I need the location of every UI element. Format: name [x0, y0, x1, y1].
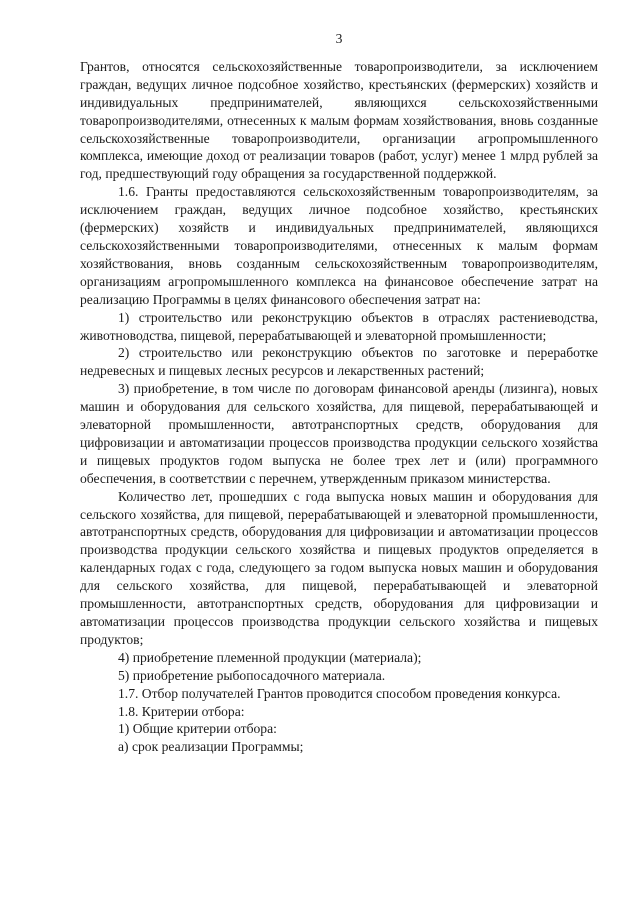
paragraph-years-count: Количество лет, прошедших с года выпуска новых машин и оборудования для сельского хозяйства, для пищевой, перерабатывающей и элеваторной промышленности, автотранспортных средств, оборудования для цифровизации и автоматизации процессов производства продукции сельского хозяйства и пищевых продуктов определяется в календарных годах с года, следующего за годом выпуска новых машин и оборудования для сельского хозяйства, для пищевой, перерабатывающей и элеваторной промышленности, автотранспортных средств, оборудования для цифровизации и автоматизации процессов производства продукции сельского хозяйства и пищевых продуктов;: [80, 488, 598, 647]
paragraph-1-7: 1.7. Отбор получателей Грантов проводится способом проведения конкурса.: [118, 685, 561, 701]
list-item-1: 1) строительство или реконструкцию объектов в отраслях растениеводства, животноводства, пищевой, перерабатывающей и элеваторной промышленности;: [80, 309, 598, 343]
list-item-5: 5) приобретение рыбопосадочного материала.: [118, 667, 386, 683]
paragraph-1-6: 1.6. Гранты предоставляются сельскохозяйственным товаропроизводителям, за исключением граждан, ведущих личное подсобное хозяйство, крестьянских (фермерских) хозяйств и индивидуальных предпринимателей, являющихся сельскохозяйственными товаропроизводителями, отнесенных к малым формам хозяйствования, вновь созданным сельскохозяйственным товаропроизводителям, организациям агропромышленного комплекса на финансовое обеспечение затрат на реализацию Программы в целях финансового обеспечения затрат на:: [80, 184, 598, 307]
list-item-2: 2) строительство или реконструкцию объектов по заготовке и переработке недревесных и пищевых лесных ресурсов и лекарственных растений;: [80, 345, 598, 379]
paragraph-1-8: 1.8. Критерии отбора:: [118, 703, 245, 719]
criteria-general-heading: 1) Общие критерии отбора:: [118, 721, 277, 737]
document-page: [80, 30, 598, 756]
paragraph-grant-recipients: Грантов, относятся сельскохозяйственные товаропроизводители, за исключением граждан, ведущих личное подсобное хозяйство, крестьянских (фермерских) хозяйств и индивидуальных предпринимателей, являющихся сельскохозяйственными товаропроизводителями, отнесенных к малым формам хозяйствования, вновь созданные сельскохозяйственные товаропроизводители, организации агропромышленного комплекса, имеющие доход от реализации товаров (работ, услуг) менее 1 млрд рублей за год, предшествующий году обращения за государственной поддержкой.: [80, 58, 598, 182]
list-item-3: 3) приобретение, в том числе по договорам финансовой аренды (лизинга), новых машин и оборудования для сельского хозяйства, для пищевой, перерабатывающей и элеваторной промышленности, автотранспортных средств, оборудования для цифровизации и автоматизации процессов производства продукции сельского хозяйства и пищевых продуктов годом выпуска не более трех лет и (или) программного обеспечения, в соответствии с перечнем, утвержденным приказом министерства.: [80, 381, 598, 486]
criteria-item-a: а) срок реализации Программы;: [118, 739, 304, 755]
page-number: 3: [335, 31, 343, 46]
list-item-4: 4) приобретение племенной продукции (материала);: [118, 649, 422, 665]
